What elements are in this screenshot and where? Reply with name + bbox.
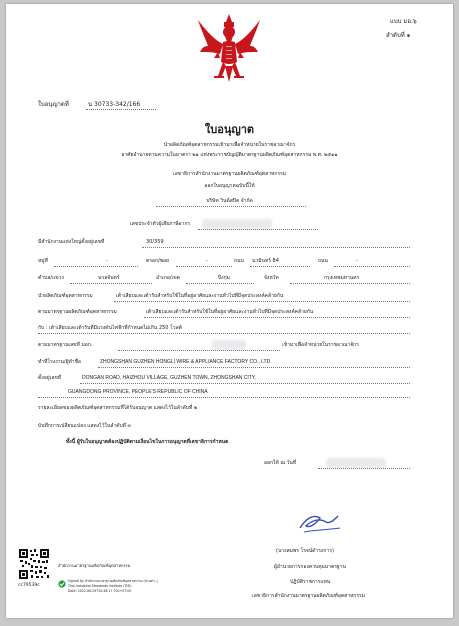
manufacturer-address-line-2: GUANGDONG PROVINCE, PEOPLE'S REPUBLIC OF CHINA <box>68 389 208 395</box>
page-number: ลำดับที่ ๑ <box>386 32 411 39</box>
manufacturer-name: ZHONGSHAN GUZHEN HONGLI WIRE & APPLIANCE FACTORY CO., LTD. <box>100 359 272 365</box>
qr-code-label: cc79539c <box>18 583 40 588</box>
signer-title-3: เลขาธิการสำนักงานมาตรฐานผลิตภัณฑ์อุตสาหกรรม <box>252 593 365 599</box>
office-number: 30/359 <box>146 239 164 245</box>
details-line: รายละเอียดของผลิตภัณฑ์อุตสาหกรรมที่ได้รับอนุญาต แสดงไว้ในลำดับที่ ๒ <box>38 405 198 411</box>
garuda-emblem-icon <box>196 12 262 84</box>
subtitle-line-2: อาศัยอำนาจตามความในมาตรา ๒๑ แห่งพระราชบัญญัติมาตรฐานผลิตภัณฑ์อุตสาหกรรม พ.ศ. ๒๕๑๑ <box>121 152 338 158</box>
signer-name: (นางสมพร โรจน์ดำรงการ) <box>276 548 334 554</box>
license-number-label: ใบอนุญาตที่ <box>38 101 69 108</box>
tax-id-redacted <box>202 219 272 229</box>
footer-signed-date: Date: 2022-06-29T10:48:17.700+07:00 <box>68 589 132 593</box>
subdistrict-value: นวลจันทร์ <box>98 275 120 281</box>
road2-label: ถนน <box>318 258 328 264</box>
soi-label: ตรอก/ซอย <box>146 258 169 264</box>
signer-title-2: ปฏิบัติราชการแทน <box>290 579 331 585</box>
standard-number-label: ตามมาตรฐานเลขที่ มอก. <box>38 342 93 348</box>
manufacturer-address-line-1: DONGAN ROAD, HAIZHOU VILLAGE, GUZHEN TOWN, ZHONGSHAN CITY, <box>82 375 256 381</box>
subtitle-line-4: ออกใบอนุญาตฉบับนี้ให้ <box>204 183 255 189</box>
standard-number-tail: เข้ามาเพื่อจำหน่ายในราชอาณาจักร <box>282 342 359 348</box>
road2-value: - <box>356 258 358 264</box>
condition-line: ทั้งนี้ ผู้รับใบอนุญาตต้องปฏิบัติตามเงื่อนไขในการอนุญาตที่เลขาธิการกำหนด <box>66 439 229 445</box>
tax-id-label: เลขประจำตัวผู้เสียภาษีอากร <box>130 221 191 227</box>
province-value: กรุงเทพมหานคร <box>324 275 360 281</box>
manufacturer-label: ทำที่โรงงาน/ผู้ทำชื่อ <box>38 359 81 365</box>
footer-signed-org: Thai Industrial Standards Institute (TISI) <box>68 584 132 588</box>
road-label: ถนน <box>234 258 244 264</box>
subdistrict-label: ตำบล/แขวง <box>38 275 64 281</box>
moo-label: หมู่ที่ <box>38 258 48 264</box>
moo-value: - <box>106 258 108 264</box>
license-number: น 30733-342/166 <box>88 101 141 108</box>
qr-code-icon <box>18 548 50 580</box>
form-code: แบบ มอ.๖ <box>390 18 417 25</box>
soi-value: - <box>206 258 208 264</box>
company-name: บริษัท วินด์สปิด จำกัด <box>206 198 253 204</box>
footer-signed-by: Signed by สำนักงานมาตรฐานผลิตภัณฑ์อุตสาหกรรม (ส่วนตำ..) <box>68 579 158 583</box>
product-import-value: เต้าเสียบและเต้ารับสำหรับใช้ในที่อยู่อาศัยและงานทั่วไปที่มีจุดประสงค์คล้ายกัน <box>116 293 284 299</box>
district-label: อำเภอ/เขต <box>156 275 180 281</box>
issued-date-label: ออกให้ ณ วันที่ <box>264 460 297 466</box>
changes-line: บันทึกการเปลี่ยนแปลง แสดงไว้ในลำดับที่ ๓ <box>38 423 131 429</box>
subtitle-line-1: นำผลิตภัณฑ์อุตสาหกรรมเข้ามาเพื่อจำหน่ายในราชอาณาจักร <box>163 142 296 148</box>
signature-icon <box>296 510 344 536</box>
office-label: มีสำนักงานแห่งใหญ่ตั้งอยู่เลขที่ <box>38 239 105 245</box>
standard-number-redacted <box>212 340 246 350</box>
product-standard-label: ตามมาตรฐานผลิตภัณฑ์อุตสาหกรรม <box>38 309 117 315</box>
manufacturer-address-label: ตั้งอยู่เลขที่ <box>38 375 62 381</box>
document-title: ใบอนุญาต <box>204 123 255 136</box>
product-import-label: นำผลิตภัณฑ์อุตสาหกรรม <box>38 293 93 299</box>
province-label: จังหวัด <box>264 275 279 281</box>
signer-title-1: ผู้อำนวยการกองควบคุมมาตรฐาน <box>274 564 346 570</box>
road-value: นวมินทร์ 84 <box>252 258 279 264</box>
issued-date-redacted <box>326 458 386 468</box>
product-standard-value: เต้าเสียบและเต้ารับสำหรับใช้ในที่อยู่อาศัยและงานทั่วไปที่มีจุดประสงค์คล้ายกัน <box>146 309 314 315</box>
footer-agency: สำนักงานมาตรฐานผลิตภัณฑ์อุตสาหกรรม <box>58 563 131 568</box>
product-voltage-line: กับ : เต้าเสียบและเต้ารับที่มีแรงดันไฟฟ้าที่กำหนดไม่เกิน 250 โวลต์ <box>38 325 182 331</box>
license-document <box>6 4 453 618</box>
district-value: บึงกุ่ม <box>218 275 230 281</box>
digital-signature-check-icon <box>58 580 66 588</box>
subtitle-line-3: เลขาธิการสำนักงานมาตรฐานผลิตภัณฑ์อุตสาหกรรม <box>173 171 286 177</box>
